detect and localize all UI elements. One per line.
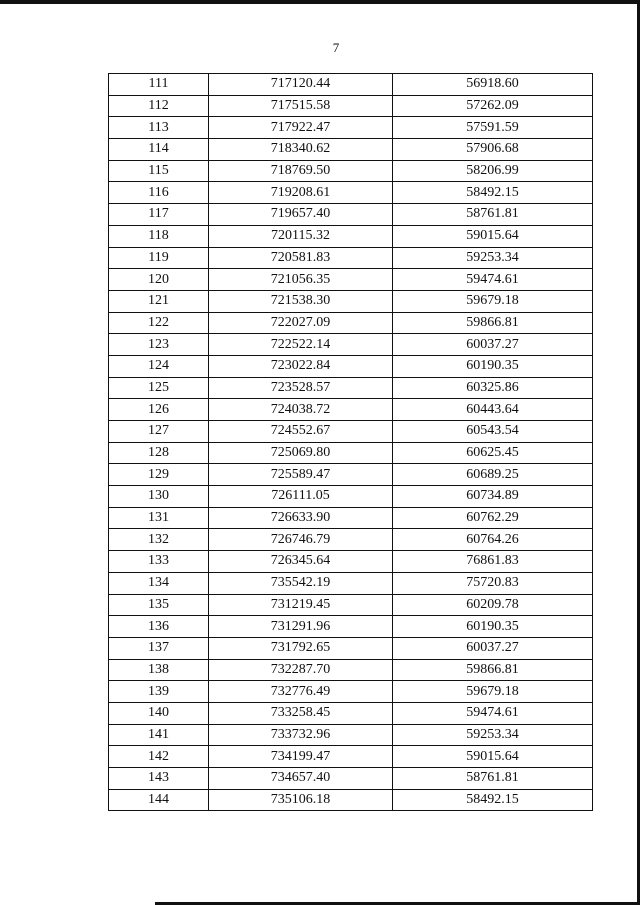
y-coordinate-cell: 58492.15: [393, 789, 593, 811]
point-number-cell: 115: [109, 160, 209, 182]
point-number-cell: 114: [109, 139, 209, 161]
x-coordinate-cell: 723022.84: [209, 355, 393, 377]
point-number-cell: 134: [109, 572, 209, 594]
x-coordinate-cell: 722027.09: [209, 312, 393, 334]
y-coordinate-cell: 57262.09: [393, 95, 593, 117]
point-number-cell: 125: [109, 377, 209, 399]
table-row: [109, 74, 593, 96]
y-coordinate-cell: 60190.35: [393, 355, 593, 377]
y-coordinate-cell: 60734.89: [393, 486, 593, 508]
x-coordinate-cell: 734657.40: [209, 768, 393, 790]
y-coordinate-cell: 56918.60: [393, 74, 593, 96]
table-row: [109, 637, 593, 659]
point-number-cell: 113: [109, 117, 209, 139]
point-number-cell: 132: [109, 529, 209, 551]
y-coordinate-cell: 59253.34: [393, 247, 593, 269]
point-number-cell: 143: [109, 768, 209, 790]
table-row: [109, 269, 593, 291]
x-coordinate-cell: 717120.44: [209, 74, 393, 96]
table-row: [109, 464, 593, 486]
x-coordinate-cell: 723528.57: [209, 377, 393, 399]
table-row: [109, 399, 593, 421]
y-coordinate-cell: 60689.25: [393, 464, 593, 486]
point-number-cell: 118: [109, 225, 209, 247]
y-coordinate-cell: 60543.54: [393, 421, 593, 443]
x-coordinate-cell: 725069.80: [209, 442, 393, 464]
point-number-cell: 122: [109, 312, 209, 334]
x-coordinate-cell: 719208.61: [209, 182, 393, 204]
table-row: [109, 529, 593, 551]
y-coordinate-cell: 59474.61: [393, 269, 593, 291]
table-row: [109, 160, 593, 182]
table-row: [109, 204, 593, 226]
x-coordinate-cell: 732287.70: [209, 659, 393, 681]
y-coordinate-cell: 60209.78: [393, 594, 593, 616]
table-row: [109, 117, 593, 139]
point-number-cell: 123: [109, 334, 209, 356]
x-coordinate-cell: 726746.79: [209, 529, 393, 551]
y-coordinate-cell: 60625.45: [393, 442, 593, 464]
table-row: [109, 139, 593, 161]
table-row: [109, 312, 593, 334]
y-coordinate-cell: 58761.81: [393, 768, 593, 790]
y-coordinate-cell: 58492.15: [393, 182, 593, 204]
table-row: [109, 681, 593, 703]
table-row: [109, 290, 593, 312]
point-number-cell: 141: [109, 724, 209, 746]
y-coordinate-cell: 57906.68: [393, 139, 593, 161]
x-coordinate-cell: 731291.96: [209, 616, 393, 638]
y-coordinate-cell: 58206.99: [393, 160, 593, 182]
point-number-cell: 128: [109, 442, 209, 464]
y-coordinate-cell: 76861.83: [393, 551, 593, 573]
table-row: [109, 334, 593, 356]
table-row: [109, 594, 593, 616]
y-coordinate-cell: 59015.64: [393, 746, 593, 768]
point-number-cell: 112: [109, 95, 209, 117]
table-row: [109, 421, 593, 443]
y-coordinate-cell: 59679.18: [393, 681, 593, 703]
point-number-cell: 135: [109, 594, 209, 616]
table-row: [109, 95, 593, 117]
x-coordinate-cell: 724038.72: [209, 399, 393, 421]
x-coordinate-cell: 725589.47: [209, 464, 393, 486]
x-coordinate-cell: 733732.96: [209, 724, 393, 746]
coordinate-table: [108, 73, 593, 811]
point-number-cell: 117: [109, 204, 209, 226]
x-coordinate-cell: 718769.50: [209, 160, 393, 182]
x-coordinate-cell: 722522.14: [209, 334, 393, 356]
point-number-cell: 133: [109, 551, 209, 573]
table-row: [109, 659, 593, 681]
point-number-cell: 130: [109, 486, 209, 508]
scan-edge-top: [0, 0, 640, 4]
x-coordinate-cell: 726111.05: [209, 486, 393, 508]
table-row: [109, 507, 593, 529]
point-number-cell: 121: [109, 290, 209, 312]
x-coordinate-cell: 726345.64: [209, 551, 393, 573]
y-coordinate-cell: 60325.86: [393, 377, 593, 399]
table-row: [109, 768, 593, 790]
table-row: [109, 377, 593, 399]
y-coordinate-cell: 60443.64: [393, 399, 593, 421]
point-number-cell: 119: [109, 247, 209, 269]
x-coordinate-cell: 735106.18: [209, 789, 393, 811]
point-number-cell: 138: [109, 659, 209, 681]
x-coordinate-cell: 734199.47: [209, 746, 393, 768]
point-number-cell: 137: [109, 637, 209, 659]
x-coordinate-cell: 719657.40: [209, 204, 393, 226]
x-coordinate-cell: 732776.49: [209, 681, 393, 703]
table-row: [109, 616, 593, 638]
y-coordinate-cell: 57591.59: [393, 117, 593, 139]
y-coordinate-cell: 59866.81: [393, 659, 593, 681]
x-coordinate-cell: 731792.65: [209, 637, 393, 659]
x-coordinate-cell: 726633.90: [209, 507, 393, 529]
point-number-cell: 129: [109, 464, 209, 486]
page-number: 7: [332, 40, 340, 55]
table-row: [109, 247, 593, 269]
x-coordinate-cell: 720581.83: [209, 247, 393, 269]
y-coordinate-cell: 60762.29: [393, 507, 593, 529]
point-number-cell: 142: [109, 746, 209, 768]
point-number-cell: 140: [109, 702, 209, 724]
table-row: [109, 225, 593, 247]
y-coordinate-cell: 60037.27: [393, 334, 593, 356]
table-row: [109, 572, 593, 594]
table-row: [109, 442, 593, 464]
y-coordinate-cell: 58761.81: [393, 204, 593, 226]
table-row: [109, 702, 593, 724]
table-row: [109, 355, 593, 377]
x-coordinate-cell: 735542.19: [209, 572, 393, 594]
x-coordinate-cell: 733258.45: [209, 702, 393, 724]
y-coordinate-cell: 59015.64: [393, 225, 593, 247]
y-coordinate-cell: 60190.35: [393, 616, 593, 638]
point-number-cell: 144: [109, 789, 209, 811]
table-row: [109, 182, 593, 204]
table-row: [109, 746, 593, 768]
x-coordinate-cell: 721538.30: [209, 290, 393, 312]
y-coordinate-cell: 60764.26: [393, 529, 593, 551]
x-coordinate-cell: 718340.62: [209, 139, 393, 161]
y-coordinate-cell: 60037.27: [393, 637, 593, 659]
y-coordinate-cell: 59474.61: [393, 702, 593, 724]
x-coordinate-cell: 720115.32: [209, 225, 393, 247]
y-coordinate-cell: 75720.83: [393, 572, 593, 594]
point-number-cell: 120: [109, 269, 209, 291]
x-coordinate-cell: 721056.35: [209, 269, 393, 291]
table-row: [109, 551, 593, 573]
y-coordinate-cell: 59679.18: [393, 290, 593, 312]
table-row: [109, 486, 593, 508]
y-coordinate-cell: 59253.34: [393, 724, 593, 746]
point-number-cell: 127: [109, 421, 209, 443]
point-number-cell: 124: [109, 355, 209, 377]
point-number-cell: 136: [109, 616, 209, 638]
point-number-cell: 126: [109, 399, 209, 421]
point-number-cell: 116: [109, 182, 209, 204]
coordinate-table-body: [109, 74, 593, 811]
table-row: [109, 724, 593, 746]
point-number-cell: 139: [109, 681, 209, 703]
x-coordinate-cell: 717515.58: [209, 95, 393, 117]
table-row: [109, 789, 593, 811]
point-number-cell: 131: [109, 507, 209, 529]
y-coordinate-cell: 59866.81: [393, 312, 593, 334]
x-coordinate-cell: 724552.67: [209, 421, 393, 443]
x-coordinate-cell: 717922.47: [209, 117, 393, 139]
x-coordinate-cell: 731219.45: [209, 594, 393, 616]
point-number-cell: 111: [109, 74, 209, 96]
